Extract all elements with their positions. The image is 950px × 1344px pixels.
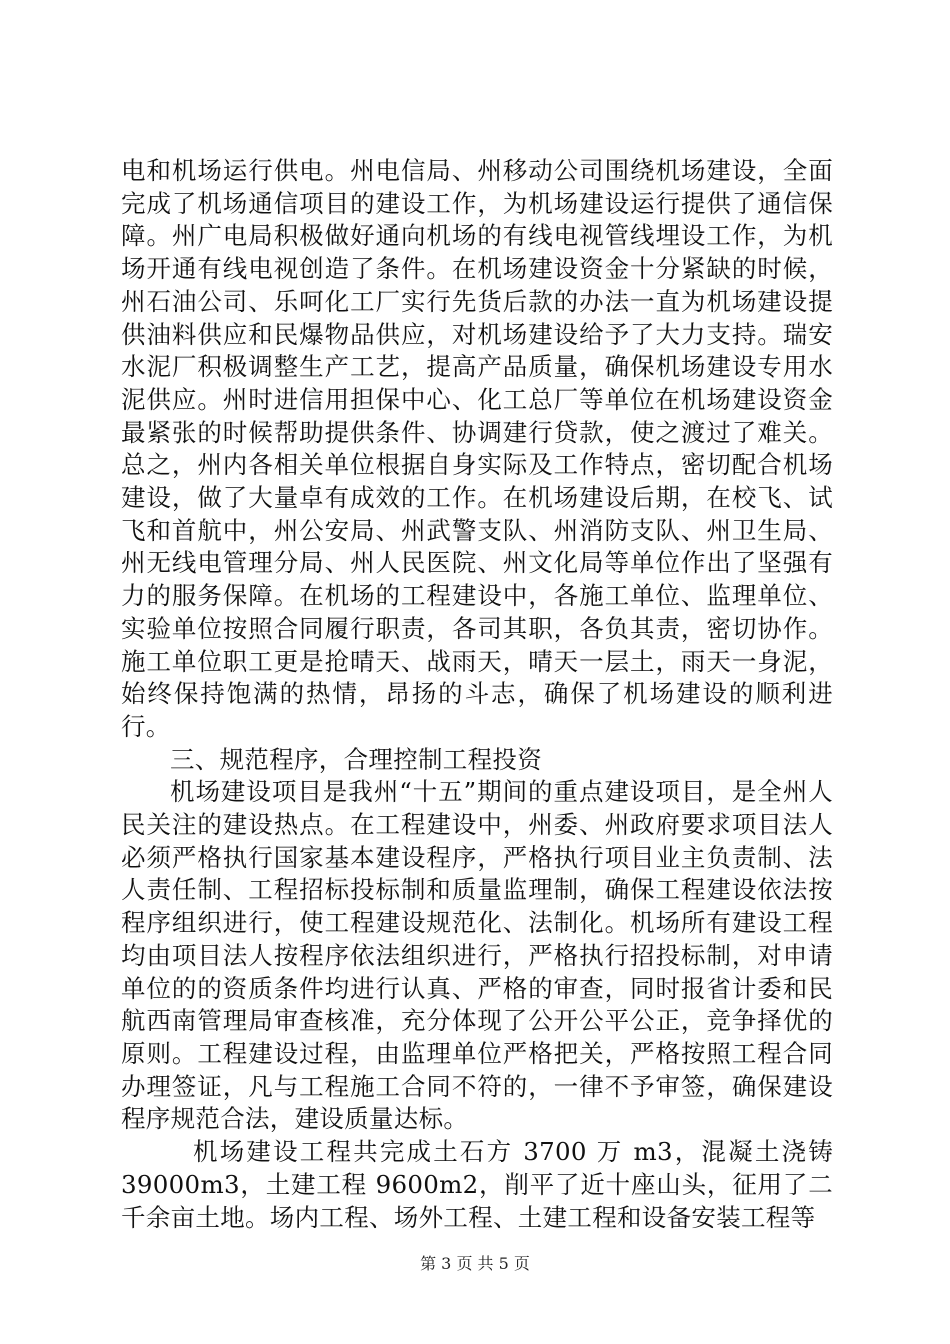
paragraph-procedures: 机场建设项目是我州“十五”期间的重点建设项目，是全州人民关注的建设热点。在工程建设中，州委、州政府要求项目法人必须严格执行国家基本建设程序，严格执行项目业主负责制、法人责任制、工程招标投标制和质量监理制，确保工程建设依法按程序组织进行，使工程建设规范化、法制化。机场所有建设工程均由项目法人按程序依法组织进行，严格执行招投标制，对申请单位的的资质条件均进行认真、严格的审查，同时报省计委和民航西南管理局审查核准，充分体现了公开公平公正，竞争择优的原则。工程建设过程，由监理单位严格把关，严格按照工程合同办理签证，凡与工程施工合同不符的，一律不予审签，确保建设程序规范合法，建设质量达标。 (121, 777, 833, 1134)
section-heading: 三、规范程序，合理控制工程投资 (170, 744, 542, 774)
paragraph-continuation: 电和机场运行供电。州电信局、州移动公司围绕机场建设，全面完成了机场通信项目的建设工作，为机场建设运行提供了通信保障。州广电局积极做好通向机场的有线电视管线埋设工作，为机场开通有线电视创造了条件。在机场建设资金十分紧缺的时候，州石油公司、乐呵化工厂实行先货后款的办法一直为机场建设提供油料供应和民爆物品供应，对机场建设给予了大力支持。瑞安水泥厂积极调整生产工艺，提高产品质量，确保机场建设专用水泥供应。州时进信用担保中心、化工总厂等单位在机场建设资金最紧张的时候帮助提供条件、协调建行贷款，使之渡过了难关。总之，州内各相关单位根据自身实际及工作特点，密切配合机场建设，做了大量卓有成效的工作。在机场建设后期，在校飞、试飞和首航中，州公安局、州武警支队、州消防支队、州卫生局、州无线电管理分局、州人民医院、州文化局等单位作出了坚强有力的服务保障。在机场的工程建设中，各施工单位、监理单位、实验单位按照合同履行职责，各司其职，各负其责，密切协作。施工单位职工更是抢晴天、战雨天，晴天一层土，雨天一身泥，始终保持饱满的热情，昂扬的斗志，确保了机场建设的顺利进行。 (121, 156, 833, 741)
page-footer: 第 3 页 共 5 页 (420, 1254, 530, 1273)
paragraph-quantities: 机场建设工程共完成土石方 3700 万 m3，混凝土浇铸39000m3，土建工程 9600m2，削平了近十座山头，征用了二千余亩土地。场内工程、场外工程、土建工程和设备安装工程等 (121, 1137, 833, 1232)
document-body (121, 155, 833, 1234)
